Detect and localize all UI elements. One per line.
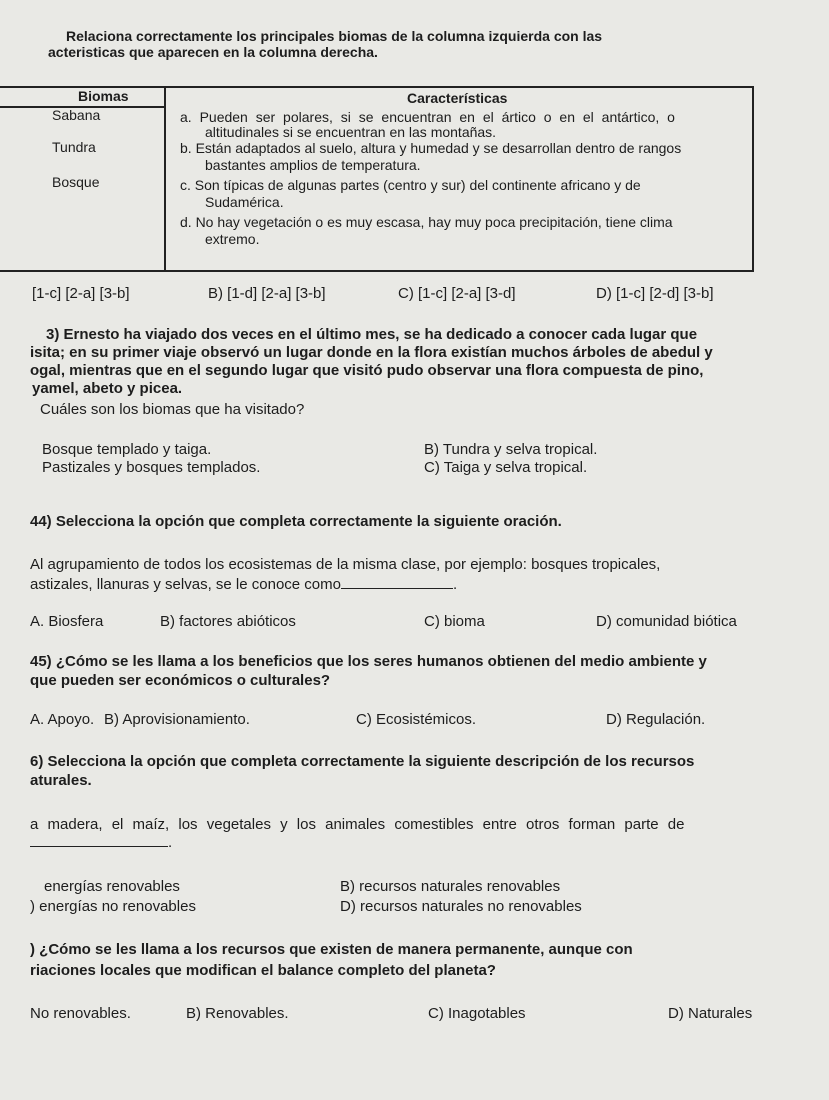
q43-stem-line3: ogal, mientras que en el segundo lugar que visitó pudo observar una flora compuesta de pino, — [30, 362, 704, 379]
biome-sabana: Sabana — [52, 107, 101, 123]
q42-option-d: D) [1-c] [2-d] [3-b] — [596, 285, 714, 302]
characteristic-d-line1: d. No hay vegetación o es muy escasa, hay muy poca precipitación, tiene clima — [180, 214, 673, 230]
q47-option-c: C) Inagotables — [428, 1005, 526, 1022]
characteristic-c-line1: c. Son típicas de algunas partes (centro y sur) del continente africano y de — [180, 177, 641, 193]
col-header-caracteristicas: Características — [407, 90, 508, 106]
q43-stem-line1: 3) Ernesto ha viajado dos veces en el último mes, se ha dedicado a conocer cada lugar que — [46, 326, 698, 343]
q46-option-c: ) energías no renovables — [30, 898, 196, 915]
q47-option-a: No renovables. — [30, 1005, 131, 1022]
q46-stem-line2: aturales. — [30, 772, 92, 789]
characteristic-b-line1: b. Están adaptados al suelo, altura y humedad y se desarrollan dentro de rangos — [180, 140, 682, 156]
q44-title: 44) Selecciona la opción que completa correctamente la siguiente oración. — [30, 513, 562, 530]
q43-option-c: Pastizales y bosques templados. — [42, 459, 261, 476]
q46-option-b: B) recursos naturales renovables — [340, 878, 561, 895]
q47-option-d: D) Naturales — [668, 1005, 753, 1022]
q45-option-d: D) Regulación. — [606, 711, 706, 728]
q46-option-d: D) recursos naturales no renovables — [340, 898, 582, 915]
q46-option-a: energías renovables — [44, 878, 180, 895]
q43-option-a: Bosque templado y taiga. — [42, 441, 212, 458]
q42-option-a: [1-c] [2-a] [3-b] — [32, 285, 130, 302]
instruction-line-1: Relaciona correctamente los principales biomas de la columna izquierda con las — [66, 28, 603, 44]
q44-option-b: B) factores abióticos — [160, 613, 296, 630]
q47-option-b: B) Renovables. — [186, 1005, 289, 1022]
characteristic-a-line1: a. Pueden ser polares, si se encuentran en el ártico o en el antártico, o — [180, 109, 675, 125]
q44-option-a: A. Biosfera — [30, 613, 104, 630]
q46-blank-line: . — [30, 834, 172, 851]
q46-statement: a madera, el maíz, los vegetales y los animales comestibles entre otros forman parte de — [30, 816, 685, 833]
q42-option-b: B) [1-d] [2-a] [3-b] — [208, 285, 326, 302]
q44-stem-text: astizales, llanuras y selvas, se le conoce como — [30, 576, 341, 593]
q45-option-a: A. Apoyo. — [30, 711, 95, 728]
q43-stem-line2: isita; en su primer viaje observó un lugar donde en la flora existían muchos árboles de abedul y — [30, 344, 713, 361]
q44-option-c: C) bioma — [424, 613, 485, 630]
q43-question: Cuáles son los biomas que ha visitado? — [40, 401, 305, 418]
characteristic-d-line2: extremo. — [205, 231, 260, 247]
q45-stem-line1: 45) ¿Cómo se les llama a los beneficios que los seres humanos obtienen del medio ambiente y — [30, 653, 707, 670]
q42-option-c: C) [1-c] [2-a] [3-d] — [398, 285, 516, 302]
q43-stem-line4: yamel, abeto y picea. — [32, 380, 183, 397]
q45-stem-line2: que pueden ser económicos o culturales? — [30, 672, 331, 689]
q46-blank — [30, 846, 168, 847]
q46-stem-line1: 6) Selecciona la opción que completa correctamente la siguiente descripción de los recursos — [30, 753, 695, 770]
characteristic-b-line2: bastantes amplios de temperatura. — [205, 157, 421, 173]
col-header-biomas: Biomas — [78, 88, 129, 104]
q47-stem-line1: ) ¿Cómo se les llama a los recursos que existen de manera permanente, aunque con — [30, 941, 633, 958]
instruction-line-2: acteristicas que aparecen en la columna derecha. — [48, 44, 378, 60]
q43-option-b: B) Tundra y selva tropical. — [424, 441, 598, 458]
q45-option-b: B) Aprovisionamiento. — [104, 711, 250, 728]
q44-option-d: D) comunidad biótica — [596, 613, 737, 630]
biome-bosque: Bosque — [52, 174, 100, 190]
characteristic-c-line2: Sudamérica. — [205, 194, 284, 210]
q44-blank — [341, 588, 453, 589]
q45-option-c: C) Ecosistémicos. — [356, 711, 477, 728]
q44-stem-line2: astizales, llanuras y selvas, se le conoce como . — [30, 576, 458, 593]
characteristic-a-line2: altitudinales si se encuentran en las montañas. — [205, 124, 497, 140]
q43-option-d: C) Taiga y selva tropical. — [424, 459, 588, 476]
q47-stem-line2: riaciones locales que modifican el balance completo del planeta? — [30, 962, 496, 979]
q44-stem-line1: Al agrupamiento de todos los ecosistemas de la misma clase, por ejemplo: bosques tropicales, — [30, 556, 661, 573]
biome-tundra: Tundra — [52, 139, 96, 155]
